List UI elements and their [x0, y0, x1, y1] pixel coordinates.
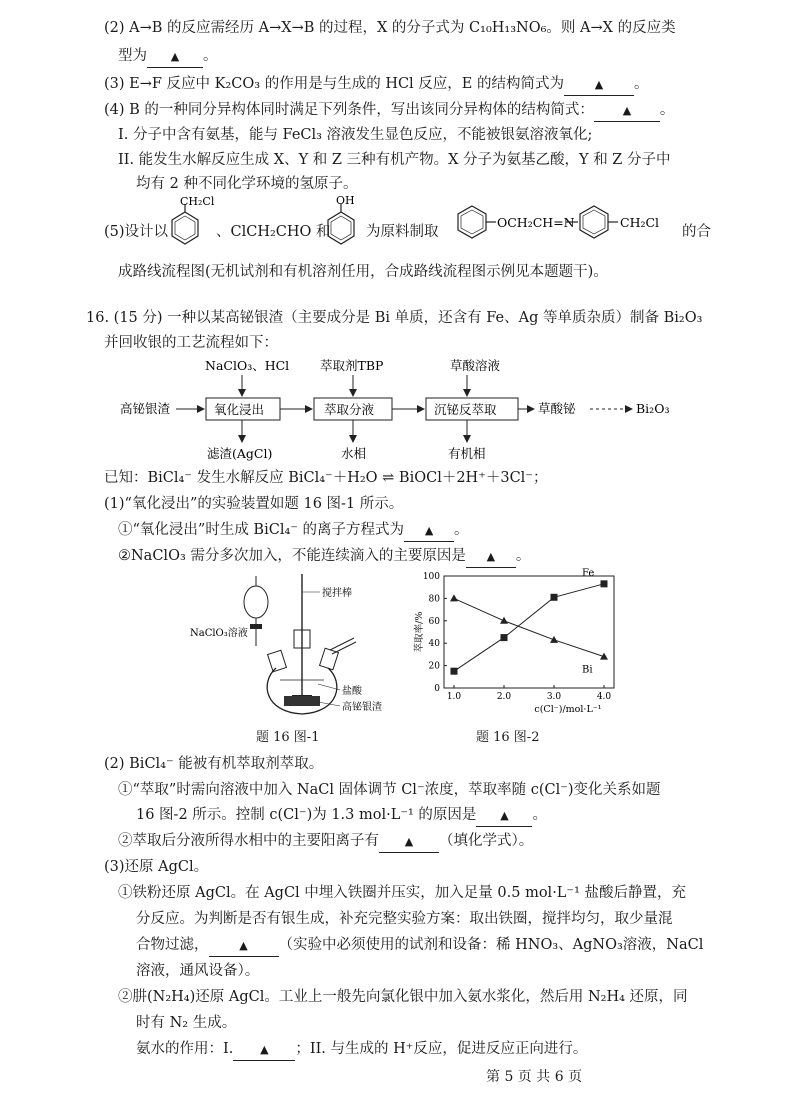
point-fe: [601, 580, 608, 587]
benzyl-chloride-structure: [166, 195, 216, 250]
answer-blank[interactable]: ▲: [466, 546, 516, 568]
q16-p3-2a: ②肼(N₂H₄)还原 AgCl。工业上一般先向氯化银中加入氨水浆化，然后用 N₂H₄ 还原，同: [118, 989, 688, 1005]
x-tick-label: 2.0: [496, 692, 512, 702]
legend-bi: Bi: [582, 664, 593, 676]
point-bi: [550, 636, 558, 643]
q16-p3-1c: 合物过滤， ▲ （实验中必须使用的试剂和设备：稀 HNO₃、AgNO₃溶液，NaCl: [136, 935, 703, 957]
oh-label: OH: [336, 194, 355, 207]
flow-product-2: Bi₂O₃: [636, 401, 670, 416]
link-label: OCH₂CH=N: [497, 215, 575, 230]
q16-p3-1d: 溶液，通风设备）。: [136, 963, 260, 979]
flow-box-1: 氧化浸出: [214, 402, 265, 417]
flow-reagent-2: 萃取剂TBP: [320, 358, 384, 373]
flow-box-3: 沉铋反萃取: [434, 402, 497, 417]
y-axis-label: 萃取率/%: [414, 611, 425, 653]
flow-out-3: 有机相: [448, 446, 486, 461]
q16-p1-2: ②NaClO₃ 需分多次加入，不能连续滴入的主要原因是 ▲ 。: [118, 546, 530, 568]
x-axis-label: c(Cl⁻)/mol·L⁻¹: [534, 704, 602, 715]
q16-intro1: 16. (15 分) 一种以某高铋银渣（主要成分是 Bi 单质，还含有 Fe、Ag 等单质杂质）制备 Bi₂O₃: [86, 310, 703, 326]
q16-intro2: 并回收银的工艺流程如下：: [104, 335, 278, 351]
target-product-structure: [442, 200, 682, 246]
label-stirrer: 搅拌棒: [322, 588, 352, 599]
q15-p5-c: 为原料制取: [366, 224, 439, 240]
q15-p5-d: 的合: [682, 224, 711, 240]
q15-p4: (4) B 的一种同分异构体同时满足下列条件，写出该同分异构体的结构简式： ▲ 。: [104, 100, 674, 122]
answer-blank[interactable]: ▲: [209, 935, 279, 957]
q16-p3-2b: 时有 N₂ 生成。: [136, 1015, 237, 1031]
point-bi: [500, 617, 508, 624]
q16-p2: (2) BiCl₄⁻ 能被有机萃取剂萃取。: [104, 756, 324, 772]
point-bi: [450, 594, 458, 601]
answer-blank[interactable]: ▲: [379, 831, 439, 853]
label-naclo3: NaClO₃溶液: [190, 628, 248, 639]
label-slag: 高铋银渣: [342, 702, 382, 713]
answer-blank[interactable]: ▲: [594, 100, 660, 122]
ch2cl-label: CH₂Cl: [180, 195, 215, 208]
q16-p2-1a: ①“萃取”时需向溶液中加入 NaCl 固体调节 Cl⁻浓度，萃取率随 c(Cl⁻)变化关系如题: [118, 782, 661, 798]
x-tick-label: 3.0: [546, 692, 562, 702]
x-tick-label: 4.0: [596, 692, 612, 702]
q15-p2-line2: 型为 ▲ 。: [118, 46, 218, 68]
q15-p5-line2: 成路线流程图(无机试剂和有机溶剂任用，合成路线流程图示例见本题题干)。: [118, 264, 608, 280]
answer-blank[interactable]: ▲: [476, 805, 532, 827]
answer-blank[interactable]: ▲: [564, 74, 634, 96]
q15-p5-b: 、ClCH₂CHO 和: [216, 224, 331, 240]
flow-start: 高铋银渣: [120, 401, 171, 416]
figure-16-1-apparatus: [190, 572, 390, 718]
q16-p1: (1)“氧化浸出”的实验装置如题 16 图-1 所示。: [104, 496, 404, 512]
q16-p1-1: ①“氧化浸出”时生成 BiCl₄⁻ 的离子方程式为 ▲ 。: [118, 520, 469, 542]
flow-out-1: 滤渣(AgCl): [207, 446, 273, 461]
label-hcl: 盐酸: [342, 686, 362, 697]
legend-fe: Fe: [582, 567, 595, 579]
figure-16-2-caption: 题 16 图-2: [476, 730, 540, 745]
q16-p3-1b: 分反应。为判断是否有银生成，补充完整实验方案：取出铁圈，搅拌均匀，取少量混: [136, 911, 673, 927]
q16-p2-2: ②萃取后分液所得水相中的主要阳离子有 ▲ （填化学式）。: [118, 831, 533, 853]
y-tick-label: 80: [428, 594, 440, 605]
q15-p4-cond2a: II. 能发生水解反应生成 X、Y 和 Z 三种有机产物。X 分子为氨基乙酸，Y 和 Z 分子中: [118, 152, 671, 168]
point-fe: [501, 634, 508, 641]
point-fe: [451, 668, 458, 675]
q16-known: 已知：BiCl₄⁻ 发生水解反应 BiCl₄⁻＋H₂O ⇌ BiOCl＋2H⁺＋3Cl⁻；: [104, 470, 548, 486]
q15-p5-a: (5)设计以: [104, 224, 169, 240]
point-fe: [551, 594, 558, 601]
series-line-bi: [454, 598, 604, 656]
q15-p3: (3) E→F 反应中 K₂CO₃ 的作用是与生成的 HCl 反应，E 的结构简式为 ▲ 。: [104, 74, 649, 96]
series-line-fe: [454, 584, 604, 671]
phenol-structure: [322, 194, 366, 250]
flow-box-2: 萃取分液: [324, 402, 375, 417]
q16-p3: (3)还原 AgCl。: [104, 859, 209, 875]
y-tick-label: 40: [428, 639, 440, 650]
flow-reagent-1: NaClO₃、HCl: [205, 358, 290, 373]
page-footer: 第 5 页 共 6 页: [486, 1069, 583, 1085]
answer-blank[interactable]: ▲: [233, 1039, 295, 1061]
answer-blank[interactable]: ▲: [147, 46, 203, 68]
q16-p3-1a: ①铁粉还原 AgCl。在 AgCl 中埋入铁圈并压实，加入足量 0.5 mol·L⁻¹ 盐酸后静置，充: [118, 885, 687, 901]
x-tick-label: 1.0: [446, 692, 462, 702]
flow-reagent-3: 草酸溶液: [450, 358, 501, 373]
q15-p4-cond1: I. 分子中含有氨基，能与 FeCl₃ 溶液发生显色反应，不能被银氨溶液氧化;: [118, 127, 593, 143]
q15-p2-line1: (2) A→B 的反应需经历 A→X→B 的过程，X 的分子式为 C₁₀H₁₃NO₆。则 A→X 的反应类: [104, 20, 676, 36]
figure-16-1-caption: 题 16 图-1: [256, 730, 320, 745]
figure-16-2-chart: [404, 566, 634, 718]
process-flow-chart: [110, 356, 700, 464]
q15-p4-cond2b: 均有 2 种不同化学环境的氢原子。: [136, 176, 358, 192]
y-tick-label: 20: [428, 661, 440, 672]
y-tick-label: 0: [434, 684, 440, 694]
q16-p2-1b: 16 图-2 所示。控制 c(Cl⁻)为 1.3 mol·L⁻¹ 的原因是 ▲ 。: [136, 805, 547, 827]
y-tick-label: 60: [428, 616, 440, 627]
ch2cl-end-label: CH₂Cl: [620, 215, 660, 230]
flow-out-2: 水相: [341, 446, 367, 461]
flow-product-1: 草酸铋: [538, 401, 576, 416]
q16-p3-2c: 氨水的作用：I. ▲ ；II. 与生成的 H⁺反应，促进反应正向进行。: [136, 1039, 587, 1061]
y-tick-label: 100: [422, 572, 440, 582]
answer-blank[interactable]: ▲: [404, 520, 454, 542]
